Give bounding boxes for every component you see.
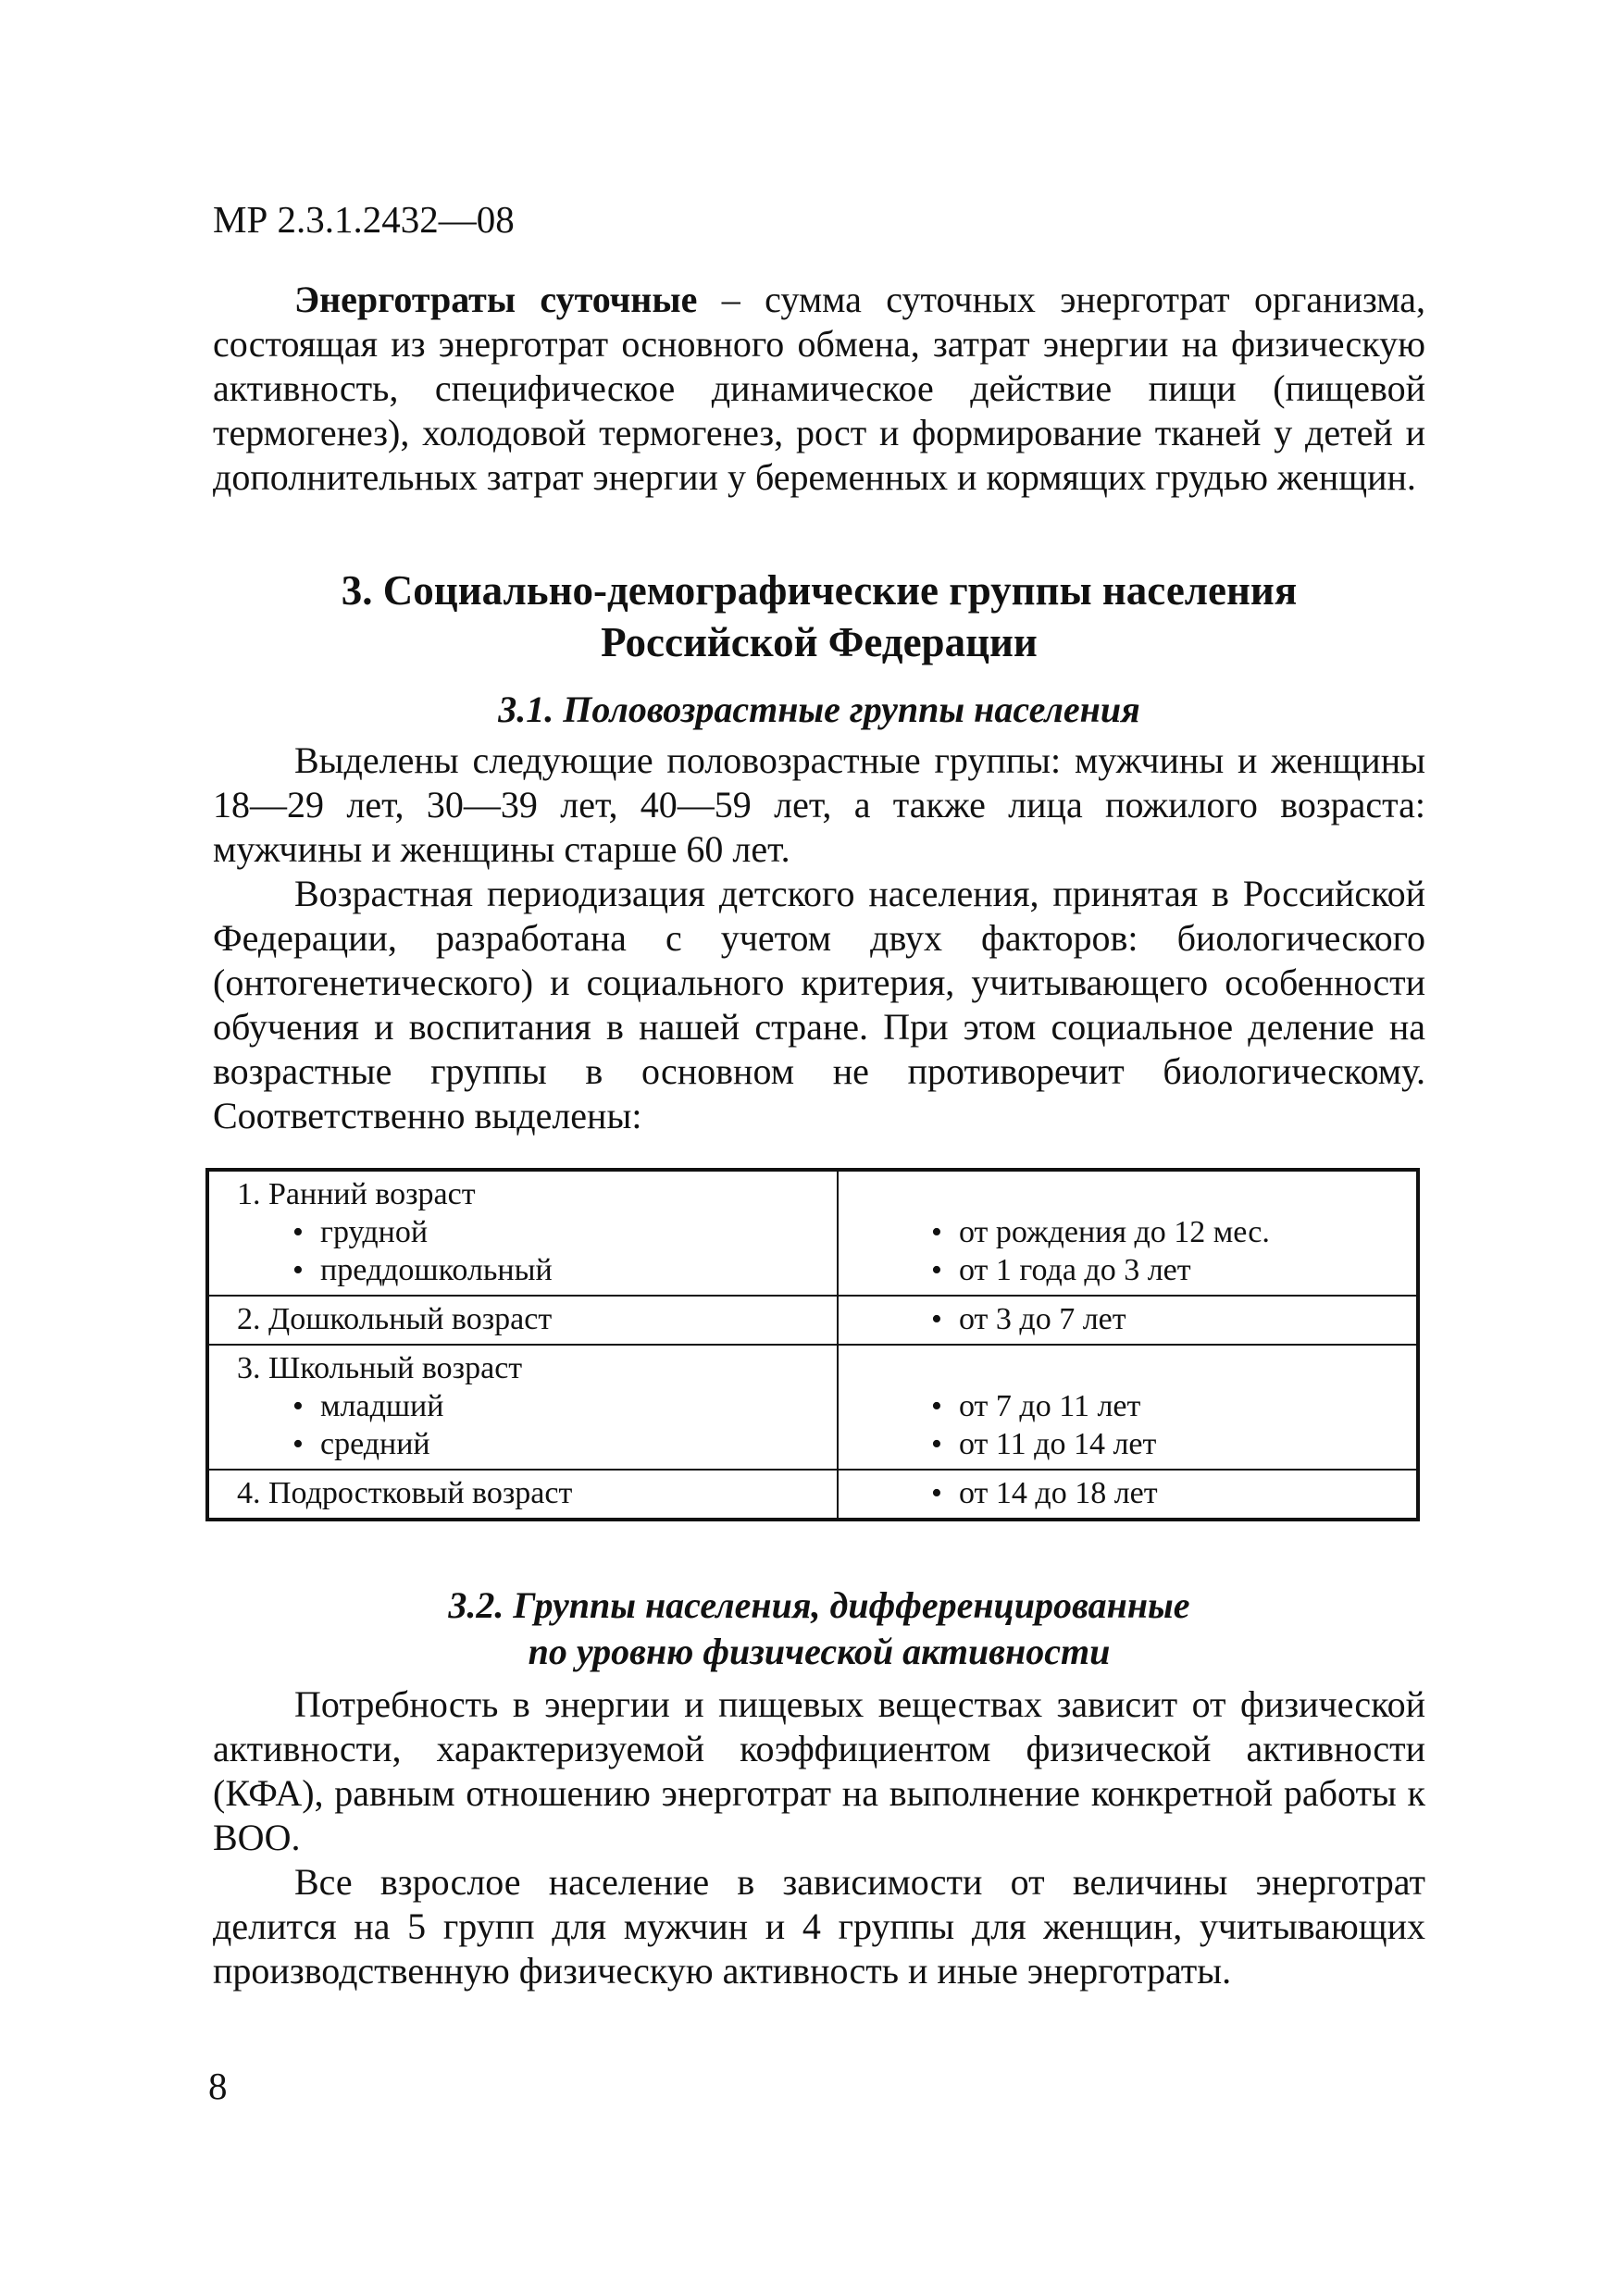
age-range-cell (838, 1345, 1418, 1470)
age-group-cell (207, 1296, 838, 1345)
intro-paragraph (213, 278, 1425, 500)
age-periods-table (205, 1168, 1420, 1521)
section-3-2-heading-line1: 3.2. Группы населения, дифференцированные (448, 1584, 1190, 1626)
table-row (207, 1470, 1418, 1520)
age-subgroup: • грудной (237, 1213, 837, 1251)
section-3-2-paragraph-2: Все взрослое население в зависимости от величины энерготрат делится на 5 групп для мужчин и 4 группы для женщин, учитывающих производственную физическую активность и иные энерготраты. (213, 1861, 1425, 1992)
age-range: • от 14 до 18 лет (931, 1474, 1416, 1512)
age-range: • от 3 до 7 лет (931, 1300, 1416, 1338)
table-row (207, 1296, 1418, 1345)
age-range: • от рождения до 12 мес. (931, 1213, 1416, 1251)
age-group-label: 1. Ранний возраст (237, 1177, 476, 1211)
section-3-2-heading (213, 1582, 1425, 1675)
section-3-2-paragraph-1: Потребность в энергии и пищевых веществах зависит от физической активности, характеризуемой коэффициентом физической активности (КФА), равным отношению энерготрат на выполнение конкретной работы к ВОО. (213, 1683, 1425, 1858)
age-range-cell (838, 1470, 1418, 1520)
age-group-cell (207, 1470, 838, 1520)
age-group-cell (207, 1170, 838, 1296)
age-range-cell (838, 1170, 1418, 1296)
section-3-1-paragraph-1: Выделены следующие половозрастные группы: мужчины и женщины 18—29 лет, 30—39 лет, 40—59 лет, а также лица пожилого возраста: мужчины и женщины старше 60 лет. (213, 739, 1425, 870)
age-group-label: 2. Дошкольный возраст (237, 1302, 553, 1336)
section-3-heading-line2: Российской Федерации (601, 619, 1038, 665)
section-3-heading-line1: 3. Социально-демографические группы населения (341, 567, 1298, 614)
section-3-2-heading-line2: по уровню физической активности (528, 1631, 1111, 1672)
term-definition: – сумма суточных энерготрат организма, состоящая из энерготрат основного обмена, затрат энергии на физическую активность, специфическое динамическое действие пищи (пищевой термогенез), холодовой термогенез, рост и формирование тканей у детей и дополнительных затрат энергии у беременных и кормящих грудью женщин. (213, 279, 1425, 498)
age-group-label: 3. Школьный возраст (237, 1351, 523, 1385)
age-subgroup: • младший (237, 1387, 837, 1425)
section-3-1-heading: 3.1. Половозрастные группы населения (498, 689, 1140, 730)
age-range: • от 11 до 14 лет (931, 1425, 1416, 1463)
age-group-label: 4. Подростковый возраст (237, 1476, 573, 1510)
age-range: • от 1 года до 3 лет (931, 1251, 1416, 1289)
age-subgroup: • средний (237, 1425, 837, 1463)
table-row (207, 1345, 1418, 1470)
section-3-heading (213, 565, 1425, 668)
section-3-1-paragraph-2: Возрастная периодизация детского населения, принятая в Российской Федерации, разработана с учетом двух факторов: биологического (онтогенетического) и социального критерия, учитывающего особенности обучения и воспитания в нашей стране. При этом социальное деление на возрастные группы в основном не противоречит биологическому. Соответственно выделены: (213, 873, 1425, 1136)
document-code: МР 2.3.1.2432—08 (213, 198, 515, 241)
age-group-cell (207, 1345, 838, 1470)
age-subgroup: • преддошкольный (237, 1251, 837, 1289)
page-number: 8 (208, 2065, 228, 2107)
table-row (207, 1170, 1418, 1296)
term-daily-energy: Энерготраты суточные (294, 279, 698, 320)
age-range: • от 7 до 11 лет (931, 1387, 1416, 1425)
age-range-cell (838, 1296, 1418, 1345)
